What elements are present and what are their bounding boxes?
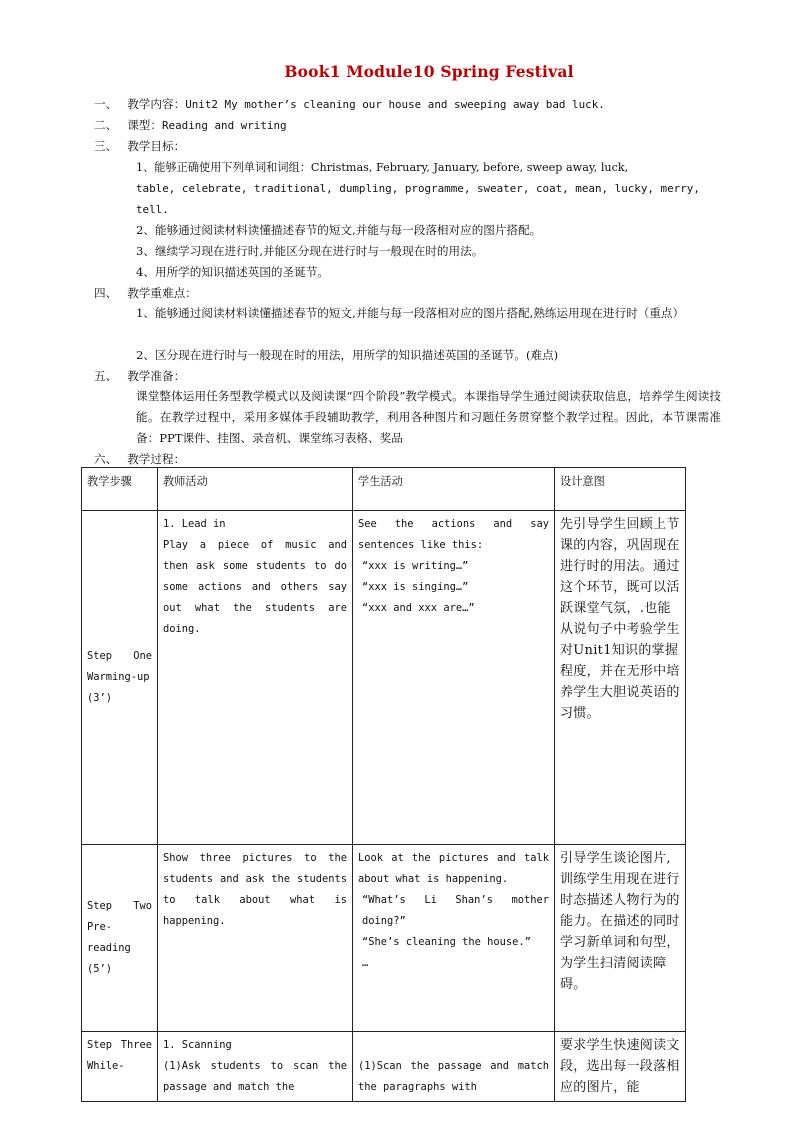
student-quote: “xxx is singing…” bbox=[362, 581, 469, 593]
step-cell: Step Three While- bbox=[82, 1032, 158, 1102]
section-number: 三、 bbox=[94, 139, 118, 153]
key-point: 2、区分现在进行时与一般现在时的用法，用所学的知识描述英国的圣诞节。(难点) bbox=[136, 348, 559, 362]
section-label: 教学目标： bbox=[127, 139, 186, 153]
section-text: Unit2 My mother’s cleaning our house and sweeping away bad luck. bbox=[185, 98, 605, 111]
step-cell: Step One Warming-up (3’) bbox=[82, 511, 158, 845]
teacher-text: Play a piece of music and then ask some students to do some actions and others say out what the students are doing. bbox=[163, 539, 347, 635]
header-student: 学生活动 bbox=[353, 468, 555, 511]
objective-line: 3、继续学习现在进行时,并能区分现在进行时与一般现在时的用法。 bbox=[136, 244, 484, 258]
section-number: 五、 bbox=[94, 369, 118, 383]
student-quote: “What’s Li Shan’s mother doing?” bbox=[362, 894, 549, 927]
purpose-cell: 要求学生快速阅读文段，选出每一段落相应的图片，能 bbox=[555, 1032, 686, 1102]
objective-line: table, celebrate, traditional, dumpling, programme, sweater, coat, mean, lucky, merry, bbox=[136, 182, 700, 195]
teacher-cell: Show three pictures to the students and ask the students to talk about what is happening. bbox=[158, 845, 353, 1032]
header-step: 教学步骤 bbox=[82, 468, 158, 511]
student-cell: (1)Scan the passage and match the paragraphs with bbox=[353, 1032, 555, 1102]
section-label: 教学过程： bbox=[127, 452, 186, 466]
teacher-cell bbox=[158, 1032, 353, 1102]
objective-line: 2、能够通过阅读材料读懂描述春节的短文,并能与每一段落相对应的图片搭配。 bbox=[136, 223, 542, 237]
section-number: 一、 bbox=[94, 97, 118, 111]
section-lesson-type bbox=[94, 115, 287, 136]
objective-line: 4、用所学的知识描述英国的圣诞节。 bbox=[136, 265, 329, 279]
process-table bbox=[81, 467, 686, 1102]
header-teacher: 教师活动 bbox=[158, 468, 353, 511]
student-quote: “She’s cleaning the house.” bbox=[362, 936, 531, 948]
purpose-cell: 引导学生谈论图片,训练学生用现在进行时态描述人物行为的能力。在描述的同时学习新单词和句型，为学生扫清阅读障碍。 bbox=[555, 845, 686, 1032]
section-objectives-heading bbox=[94, 136, 185, 157]
table-row bbox=[82, 511, 686, 845]
objective-line: tell. bbox=[136, 203, 169, 216]
student-text: Look at the pictures and talk about what is happening. bbox=[358, 852, 549, 885]
section-content bbox=[94, 94, 605, 115]
table-row bbox=[82, 845, 686, 1032]
section-label: 教学重难点： bbox=[127, 286, 197, 300]
student-cell bbox=[353, 511, 555, 845]
section-number: 六、 bbox=[94, 452, 118, 466]
teacher-title: 1. Scanning bbox=[163, 1039, 232, 1051]
section-text: Reading and writing bbox=[162, 119, 287, 132]
student-quote: … bbox=[362, 957, 369, 969]
section-label: 教学准备： bbox=[127, 369, 186, 383]
preparation-text: 课堂整体运用任务型教学模式以及阅读课“四个阶段”教学模式。本课指导学生通过阅读获取信息，培养学生阅读技能。在教学过程中，采用多媒体手段辅助教学，利用各种图片和习题任务贯穿整个教学过程。因此，本节课需准备：PPT课件、挂图、录音机、课堂练习表格、奖品 bbox=[136, 389, 721, 445]
table-row bbox=[82, 1032, 686, 1102]
student-text: See the actions and say sentences like this: bbox=[358, 518, 549, 551]
key-point: 1、能够通过阅读材料读懂描述春节的短文,并能与每一段落相对应的图片搭配,熟练运用现在进行时（重点） bbox=[136, 306, 685, 320]
teacher-text: (1)Ask students to scan the passage and match the bbox=[163, 1060, 347, 1093]
teacher-title: 1. Lead in bbox=[163, 518, 226, 530]
section-label: 课型： bbox=[127, 118, 162, 132]
student-quote: “xxx and xxx are…” bbox=[362, 602, 475, 614]
document-title: Book1 Module10 Spring Festival bbox=[284, 62, 574, 81]
student-quote: “xxx is writing…” bbox=[362, 560, 469, 572]
section-number: 四、 bbox=[94, 286, 118, 300]
table-header-row bbox=[82, 468, 686, 511]
section-number: 二、 bbox=[94, 118, 118, 132]
section-preparation-heading bbox=[94, 366, 185, 387]
section-label: 教学内容： bbox=[127, 97, 186, 111]
purpose-cell: 先引导学生回顾上节课的内容，巩固现在进行时的用法。通过这个环节，既可以活跃课堂气氛，.也能从说句子中考验学生对Unit1知识的掌握程度，并在无形中培养学生大胆说英语的习惯。 bbox=[555, 511, 686, 845]
header-purpose: 设计意图 bbox=[555, 468, 686, 511]
teacher-cell bbox=[158, 511, 353, 845]
objective-line: 1、能够正确使用下列单词和词组：Christmas, February, January, before, sweep away, luck, bbox=[136, 161, 629, 174]
step-cell: Step Two Pre-reading (5’) bbox=[82, 845, 158, 1032]
student-cell bbox=[353, 845, 555, 1032]
section-key-points-heading bbox=[94, 283, 197, 304]
